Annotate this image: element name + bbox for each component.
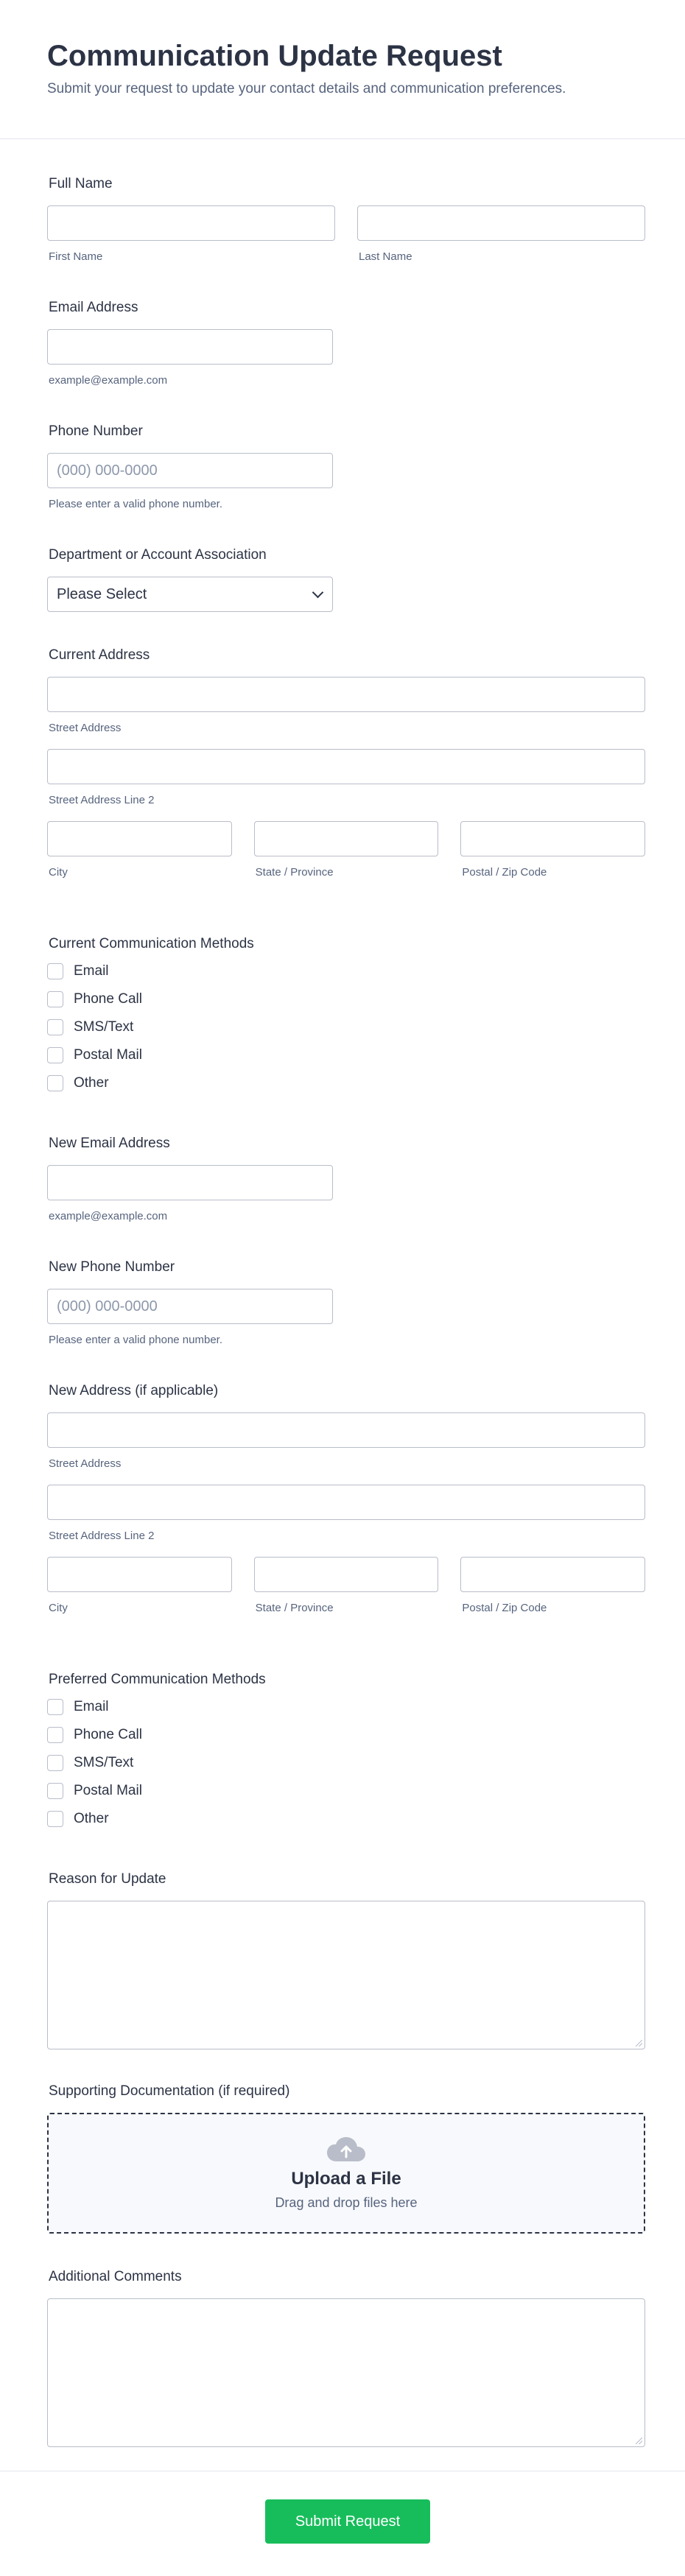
checkbox-label: Postal Mail xyxy=(74,1783,142,1798)
email-sublabel: example@example.com xyxy=(49,374,168,387)
form-header xyxy=(0,0,685,139)
upload-subtitle: Drag and drop files here xyxy=(275,2195,418,2210)
page-subtitle: Submit your request to update your contact details and communication preferences. xyxy=(47,81,566,96)
preferred-method-option[interactable] xyxy=(47,1693,645,1721)
resize-handle-icon[interactable] xyxy=(636,2438,642,2444)
checkbox[interactable] xyxy=(47,1019,63,1035)
current-method-option[interactable] xyxy=(47,1069,645,1097)
checkbox-label: SMS/Text xyxy=(74,1019,134,1035)
current-methods-field xyxy=(47,935,645,1097)
current-methods-label: Current Communication Methods xyxy=(49,936,254,951)
new-street2-input[interactable] xyxy=(47,1485,645,1520)
checkbox[interactable] xyxy=(47,991,63,1007)
checkbox[interactable] xyxy=(47,1075,63,1091)
current-street2-sublabel: Street Address Line 2 xyxy=(49,794,155,806)
new-address-label: New Address (if applicable) xyxy=(49,1383,219,1398)
comments-field xyxy=(47,2268,645,2447)
department-label: Department or Account Association xyxy=(49,547,267,563)
new-phone-label: New Phone Number xyxy=(49,1259,175,1275)
checkbox-label: Email xyxy=(74,963,109,979)
department-field xyxy=(47,546,645,612)
checkbox[interactable] xyxy=(47,1727,63,1743)
comments-label: Additional Comments xyxy=(49,2269,182,2284)
new-zip-input[interactable] xyxy=(460,1557,645,1592)
full-name-label: Full Name xyxy=(49,176,113,191)
checkbox-label: SMS/Text xyxy=(74,1755,134,1770)
new-city-sublabel: City xyxy=(49,1602,68,1614)
page-title: Communication Update Request xyxy=(47,40,502,72)
current-zip-input[interactable] xyxy=(460,821,645,856)
first-name-sublabel: First Name xyxy=(49,250,103,263)
preferred-method-option[interactable] xyxy=(47,1805,645,1833)
upload-title: Upload a File xyxy=(291,2168,401,2189)
preferred-method-option[interactable] xyxy=(47,1749,645,1777)
current-address-label: Current Address xyxy=(49,647,150,663)
checkbox[interactable] xyxy=(47,1047,63,1063)
email-field xyxy=(47,299,645,388)
preferred-method-option[interactable] xyxy=(47,1777,645,1805)
checkbox[interactable] xyxy=(47,1811,63,1827)
checkbox-label: Email xyxy=(74,1699,109,1714)
reason-label: Reason for Update xyxy=(49,1871,166,1887)
checkbox-label: Phone Call xyxy=(74,991,142,1007)
current-address-field xyxy=(47,647,645,880)
phone-sublabel: Please enter a valid phone number. xyxy=(49,498,222,510)
form-footer xyxy=(0,2471,685,2576)
current-method-option[interactable] xyxy=(47,1041,645,1069)
phone-label: Phone Number xyxy=(49,423,143,439)
current-method-option[interactable] xyxy=(47,957,645,985)
new-city-input[interactable] xyxy=(47,1557,232,1592)
checkbox[interactable] xyxy=(47,1699,63,1715)
new-email-field xyxy=(47,1135,645,1224)
documentation-label: Supporting Documentation (if required) xyxy=(49,2083,290,2099)
email-input[interactable] xyxy=(47,329,333,365)
current-method-option[interactable] xyxy=(47,1013,645,1041)
reason-textarea[interactable] xyxy=(47,1901,645,2049)
phone-field xyxy=(47,423,645,512)
new-phone-sublabel: Please enter a valid phone number. xyxy=(49,1334,222,1346)
new-address-field xyxy=(47,1382,645,1616)
new-zip-sublabel: Postal / Zip Code xyxy=(462,1602,547,1614)
new-state-sublabel: State / Province xyxy=(255,1602,334,1614)
email-label: Email Address xyxy=(49,300,138,315)
checkbox-label: Postal Mail xyxy=(74,1047,142,1063)
current-city-input[interactable] xyxy=(47,821,232,856)
new-email-sublabel: example@example.com xyxy=(49,1210,168,1222)
chevron-down-icon xyxy=(312,587,324,599)
full-name-field xyxy=(47,175,645,264)
checkbox-label: Other xyxy=(74,1075,109,1091)
current-street-sublabel: Street Address xyxy=(49,722,122,734)
first-name-input[interactable] xyxy=(47,205,335,241)
new-email-input[interactable] xyxy=(47,1165,333,1200)
current-city-sublabel: City xyxy=(49,866,68,879)
checkbox-label: Phone Call xyxy=(74,1727,142,1742)
current-state-sublabel: State / Province xyxy=(255,866,334,879)
checkbox[interactable] xyxy=(47,1755,63,1771)
new-state-input[interactable] xyxy=(254,1557,439,1592)
new-email-label: New Email Address xyxy=(49,1136,170,1151)
preferred-method-option[interactable] xyxy=(47,1721,645,1749)
checkbox[interactable] xyxy=(47,963,63,979)
cloud-upload-icon xyxy=(326,2136,366,2163)
new-street-sublabel: Street Address xyxy=(49,1457,122,1470)
current-street2-input[interactable] xyxy=(47,749,645,784)
file-upload-dropzone[interactable] xyxy=(47,2113,645,2234)
preferred-methods-field xyxy=(47,1671,645,1833)
department-selected-value: Please Select xyxy=(57,585,147,602)
new-street2-sublabel: Street Address Line 2 xyxy=(49,1530,155,1542)
department-select[interactable] xyxy=(47,577,333,612)
current-street-input[interactable] xyxy=(47,677,645,712)
current-method-option[interactable] xyxy=(47,985,645,1013)
current-state-input[interactable] xyxy=(254,821,439,856)
new-street-input[interactable] xyxy=(47,1412,645,1448)
comments-textarea[interactable] xyxy=(47,2298,645,2447)
preferred-methods-label: Preferred Communication Methods xyxy=(49,1672,266,1687)
new-phone-field xyxy=(47,1259,645,1348)
submit-button[interactable]: Submit Request xyxy=(265,2499,430,2544)
resize-handle-icon[interactable] xyxy=(636,2040,642,2047)
last-name-input[interactable] xyxy=(357,205,645,241)
checkbox[interactable] xyxy=(47,1783,63,1799)
documentation-field xyxy=(47,2083,645,2234)
phone-input[interactable] xyxy=(47,453,333,488)
last-name-sublabel: Last Name xyxy=(359,250,412,263)
current-zip-sublabel: Postal / Zip Code xyxy=(462,866,547,879)
checkbox-label: Other xyxy=(74,1811,109,1826)
reason-field xyxy=(47,1871,645,2049)
new-phone-input[interactable] xyxy=(47,1289,333,1324)
